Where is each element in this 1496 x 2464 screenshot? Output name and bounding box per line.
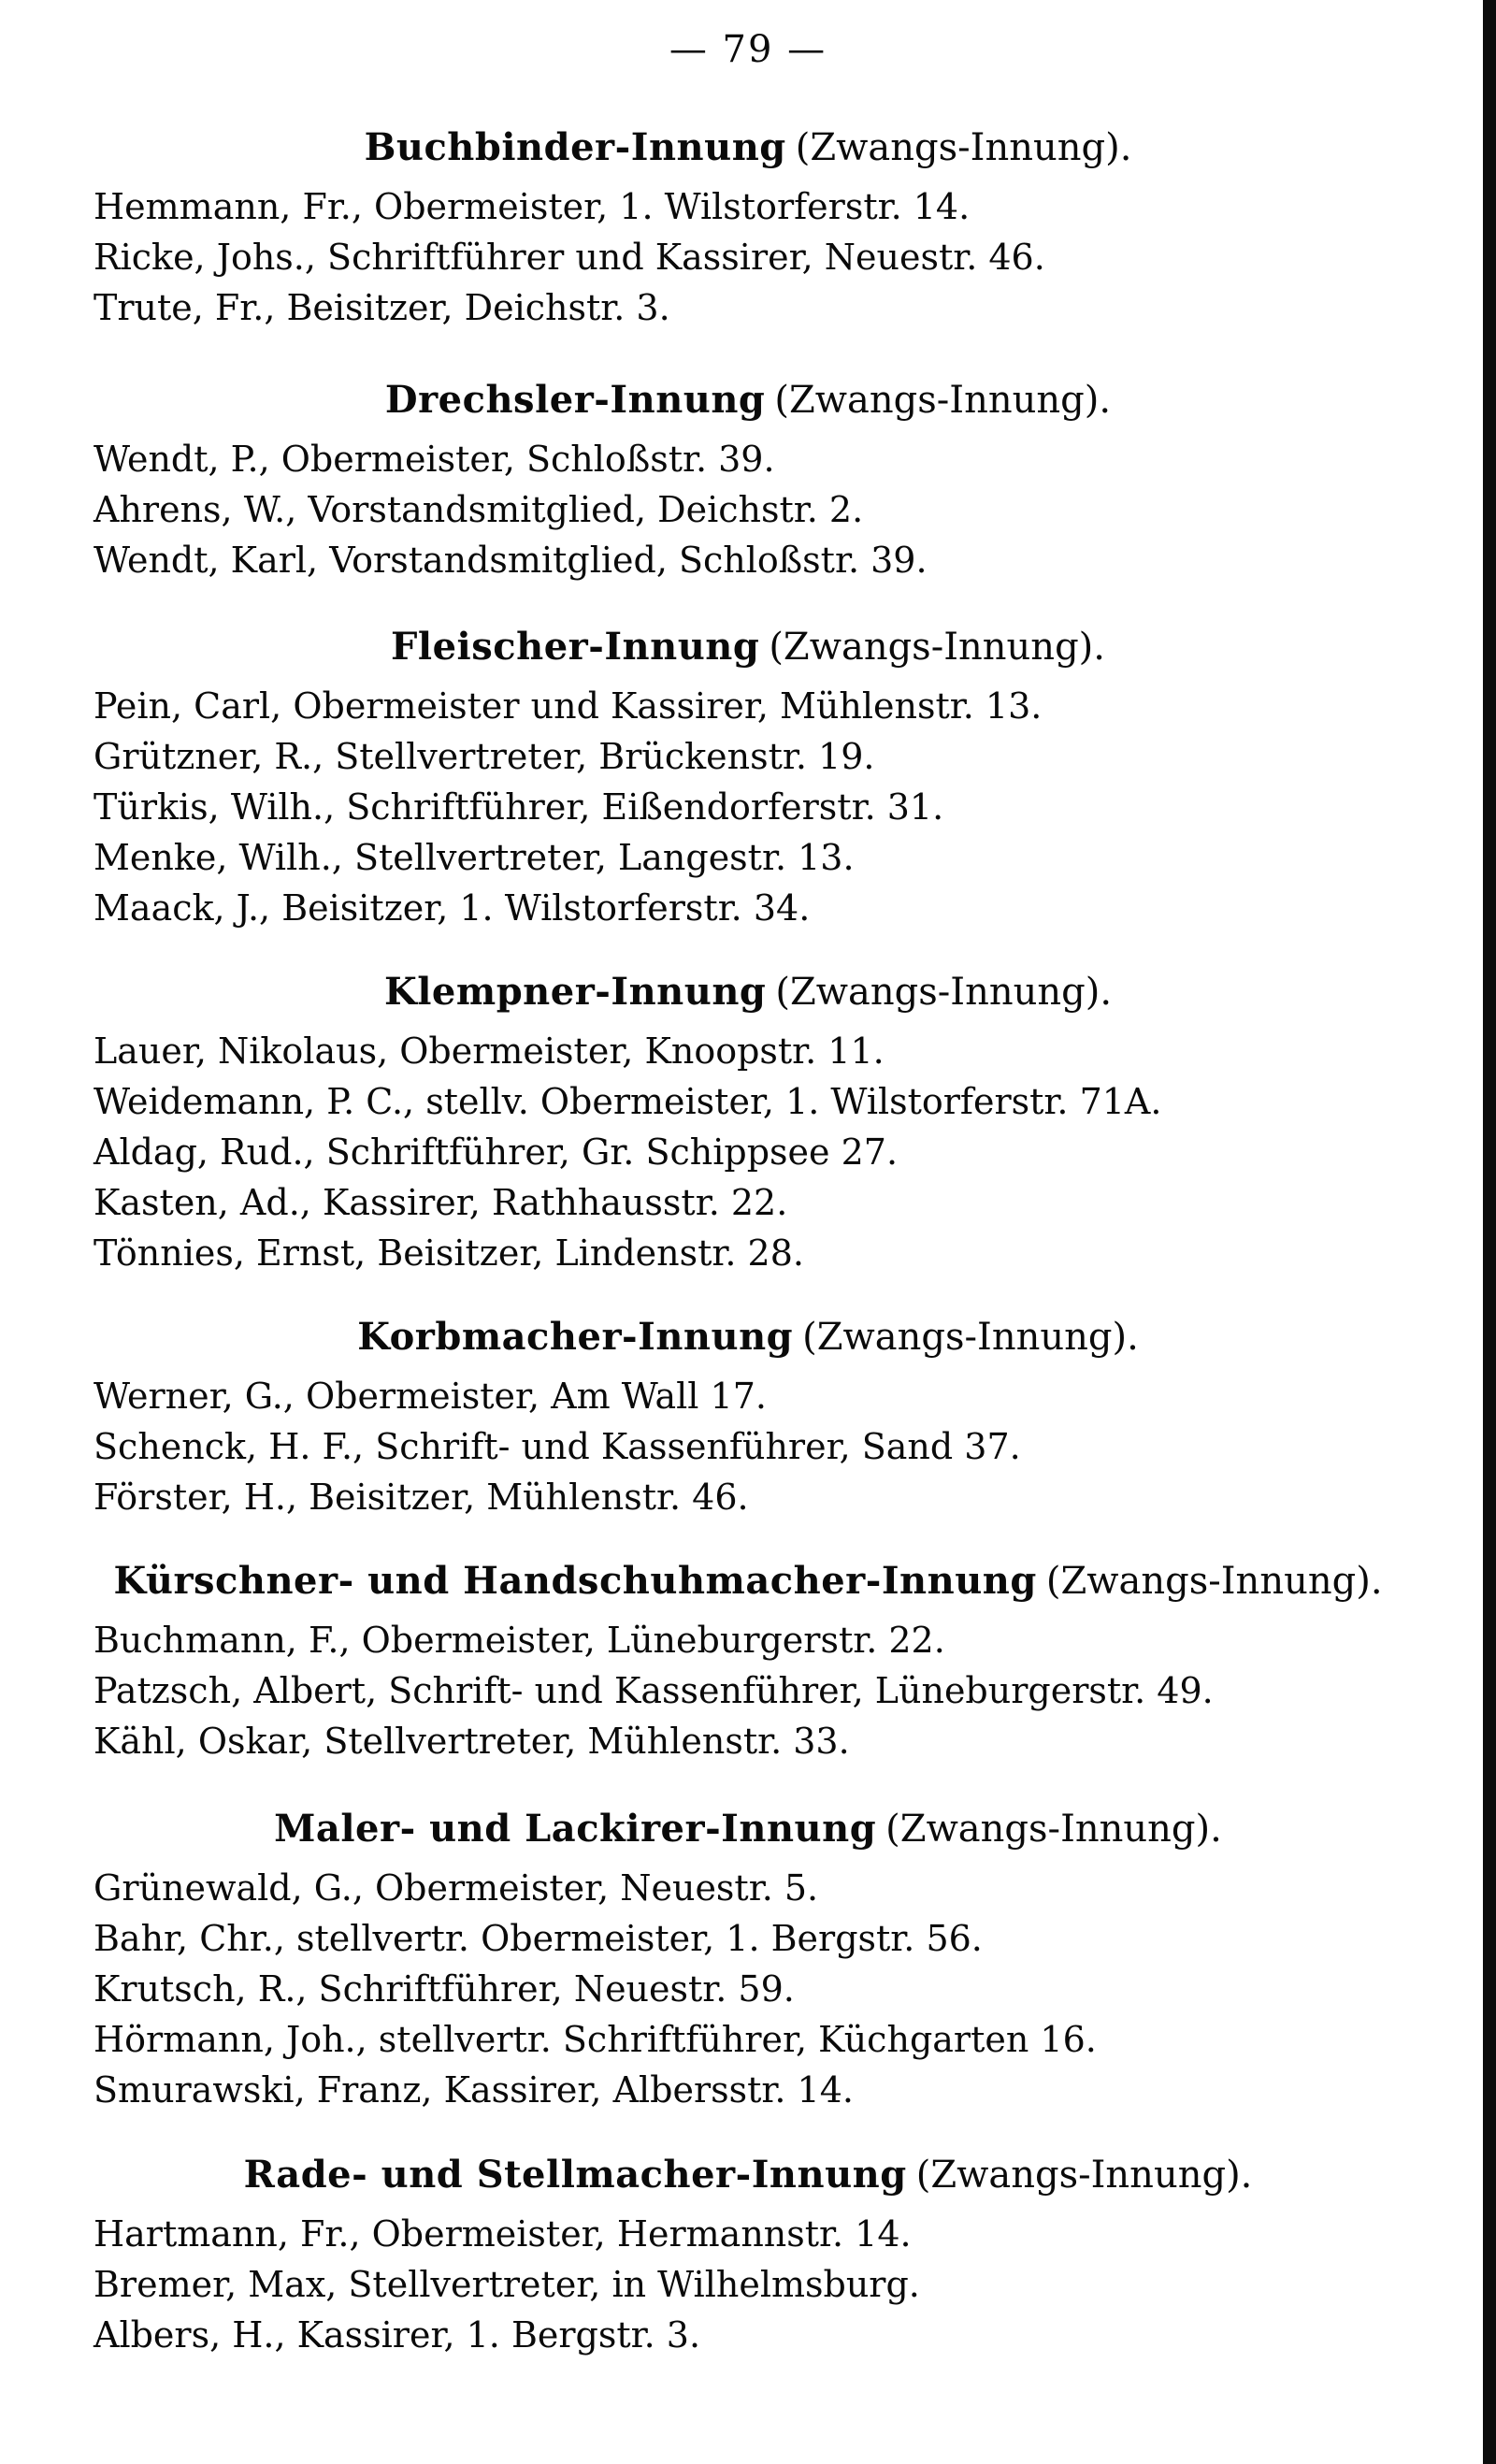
member-entry: Albers, H., Kassirer, 1. Bergstr. 3. xyxy=(94,2314,701,2356)
guild-kind: (Zwangs-Innung). xyxy=(769,626,1105,669)
member-entry: Maack, J., Beisitzer, 1. Wilstorferstr. 34. xyxy=(94,887,811,929)
page-edge-shadow xyxy=(1483,0,1496,2464)
section-heading xyxy=(0,114,1496,181)
guild-kind: (Zwangs-Innung). xyxy=(915,2154,1253,2197)
guild-section-korbmacher xyxy=(0,1304,1496,1522)
member-entry: Werner, G., Obermeister, Am Wall 17. xyxy=(94,1376,767,1417)
guild-section-maler xyxy=(0,1795,1496,2115)
member-entry: Schenck, H. F., Schrift- und Kassenführer, Sand 37. xyxy=(94,1426,1021,1467)
member-entry: Förster, H., Beisitzer, Mühlenstr. 46. xyxy=(94,1477,749,1518)
section-heading xyxy=(0,367,1496,434)
member-entry: Hartmann, Fr., Obermeister, Hermannstr. 14. xyxy=(94,2213,912,2255)
member-entry: Krutsch, R., Schriftführer, Neuestr. 59. xyxy=(94,1968,795,2010)
member-entry: Wendt, P., Obermeister, Schloßstr. 39. xyxy=(94,439,775,480)
guild-kind: (Zwangs-Innung). xyxy=(1045,1560,1383,1603)
guild-name: Kürschner- und Handschuhmacher-Innung xyxy=(113,1559,1037,1603)
section-heading xyxy=(0,1548,1496,1615)
guild-section-klempner xyxy=(0,958,1496,1278)
guild-kind: (Zwangs-Innung). xyxy=(795,126,1132,169)
section-heading xyxy=(0,613,1496,681)
member-entry: Hörmann, Joh., stellvertr. Schriftführer, Küchgarten 16. xyxy=(94,2019,1097,2060)
guild-name: Buchbinder-Innung xyxy=(364,125,786,169)
guild-kind: (Zwangs-Innung). xyxy=(775,971,1113,1014)
guild-section-fleischer xyxy=(0,613,1496,933)
guild-section-buchbinder xyxy=(0,114,1496,333)
member-entry: Buchmann, F., Obermeister, Lüneburgerstr. 22. xyxy=(94,1620,945,1661)
page-number: — 79 — xyxy=(669,28,827,71)
member-entry: Hemmann, Fr., Obermeister, 1. Wilstorferstr. 14. xyxy=(94,186,971,227)
guild-kind: (Zwangs-Innung). xyxy=(885,1808,1222,1851)
guild-name: Drechsler-Innung xyxy=(384,378,766,422)
guild-kind: (Zwangs-Innung). xyxy=(802,1316,1139,1359)
member-entry: Grützner, R., Stellvertreter, Brückenstr. 19. xyxy=(94,736,875,777)
section-heading xyxy=(0,1304,1496,1371)
guild-name: Klempner-Innung xyxy=(383,970,767,1014)
member-entry: Tönnies, Ernst, Beisitzer, Lindenstr. 28. xyxy=(94,1232,804,1274)
member-entry: Grünewald, G., Obermeister, Neuestr. 5. xyxy=(94,1867,819,1909)
guild-name: Maler- und Lackirer-Innung xyxy=(274,1807,877,1851)
member-entry: Smurawski, Franz, Kassirer, Albersstr. 14. xyxy=(94,2069,854,2111)
guild-section-drechsler xyxy=(0,367,1496,585)
member-entry: Türkis, Wilh., Schriftführer, Eißendorferstr. 31. xyxy=(94,786,944,828)
member-entry: Patzsch, Albert, Schrift- und Kassenführer, Lüneburgerstr. 49. xyxy=(94,1670,1214,1711)
section-heading xyxy=(0,2141,1496,2209)
guild-name: Rade- und Stellmacher-Innung xyxy=(243,2153,907,2197)
member-entry: Bremer, Max, Stellvertreter, in Wilhelmsburg. xyxy=(94,2264,920,2305)
member-entry: Weidemann, P. C., stellv. Obermeister, 1. Wilstorferstr. 71A. xyxy=(94,1081,1162,1122)
section-heading xyxy=(0,958,1496,1026)
member-entry: Trute, Fr., Beisitzer, Deichstr. 3. xyxy=(94,287,670,328)
member-entry: Menke, Wilh., Stellvertreter, Langestr. 13. xyxy=(94,837,855,878)
guild-name: Fleischer-Innung xyxy=(391,625,760,669)
member-entry: Kähl, Oskar, Stellvertreter, Mühlenstr. 33. xyxy=(94,1721,850,1762)
guild-section-rade-stellmacher xyxy=(0,2141,1496,2360)
member-entry: Ahrens, W., Vorstandsmitglied, Deichstr. 2. xyxy=(94,489,864,530)
member-entry: Kasten, Ad., Kassirer, Rathhausstr. 22. xyxy=(94,1182,788,1223)
guild-kind: (Zwangs-Innung). xyxy=(774,379,1112,422)
section-heading xyxy=(0,1795,1496,1863)
member-entry: Ricke, Johs., Schriftführer und Kassirer, Neuestr. 46. xyxy=(94,237,1045,278)
member-entry: Bahr, Chr., stellvertr. Obermeister, 1. Bergstr. 56. xyxy=(94,1918,983,1959)
guild-name: Korbmacher-Innung xyxy=(357,1315,794,1359)
member-entry: Pein, Carl, Obermeister und Kassirer, Mühlenstr. 13. xyxy=(94,685,1043,727)
member-entry: Aldag, Rud., Schriftführer, Gr. Schippsee 27. xyxy=(94,1131,899,1173)
guild-section-kuerschner xyxy=(0,1548,1496,1766)
member-entry: Lauer, Nikolaus, Obermeister, Knoopstr. 11. xyxy=(94,1030,885,1072)
member-entry: Wendt, Karl, Vorstandsmitglied, Schloßstr. 39. xyxy=(94,540,928,581)
